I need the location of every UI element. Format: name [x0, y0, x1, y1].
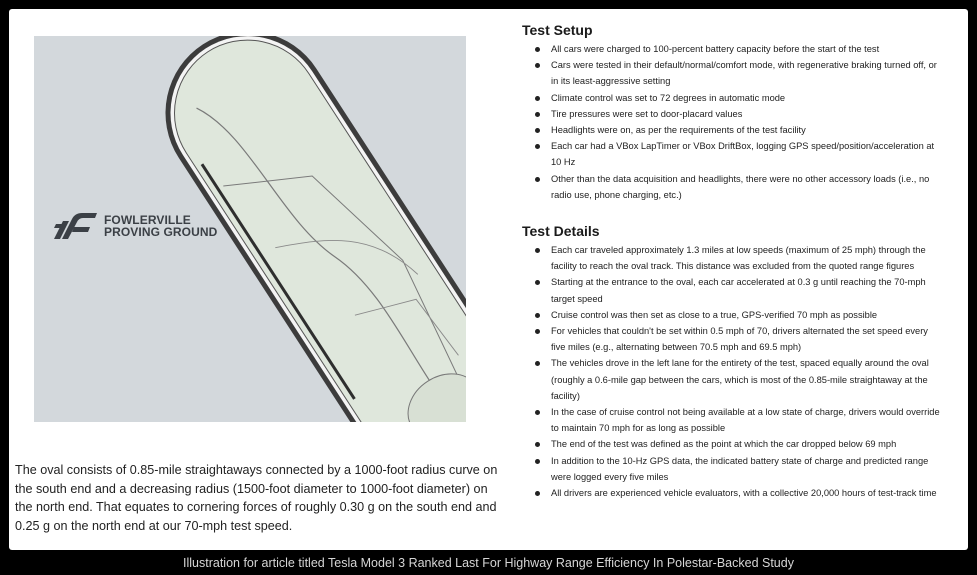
test-setup-heading: Test Setup	[522, 22, 593, 38]
list-item	[522, 485, 942, 501]
list-item-text: Headlights were on, as per the requirements of the test facility	[551, 125, 806, 136]
list-item-text: Each car had a VBox LapTimer or VBox DriftBox, logging GPS speed/position/acceleration at 10 Hz	[551, 141, 935, 168]
bullet-icon	[535, 96, 540, 101]
list-item	[522, 323, 942, 355]
test-details-list	[522, 242, 942, 501]
list-item-text: Climate control was set to 72 degrees in automatic mode	[551, 92, 786, 103]
bullet-icon	[535, 128, 540, 133]
bullet-icon	[535, 361, 540, 366]
bullet-icon	[535, 112, 540, 117]
bullet-icon	[535, 248, 540, 253]
list-item	[522, 41, 942, 57]
bullet-icon	[535, 63, 540, 68]
list-item	[522, 138, 942, 170]
list-item	[522, 122, 942, 138]
bullet-icon	[535, 144, 540, 149]
list-item-text: Cars were tested in their default/normal/comfort mode, with regenerative braking turned off, or in its least-aggressive setting	[551, 60, 937, 87]
image-caption: Illustration for article titled Tesla Model 3 Ranked Last For Highway Range Efficiency In Polestar-Backed Study	[183, 556, 794, 570]
bullet-icon	[535, 329, 540, 334]
bullet-icon	[535, 177, 540, 182]
list-item-text: For vehicles that couldn't be set within 0.5 mph of 70, drivers alternated the set speed every five miles (e.g., alternating between 70.5 mph and 69.5 mph)	[551, 326, 928, 353]
list-item	[522, 355, 942, 404]
list-item	[522, 404, 942, 436]
list-item-text: Starting at the entrance to the oval, each car accelerated at 0.3 g until reaching the 70-mph target speed	[551, 277, 926, 304]
list-item-text: All cars were charged to 100-percent battery capacity before the start of the test	[551, 44, 880, 54]
logo-wordmark	[104, 214, 217, 238]
list-item-text: Cruise control was then set as close to a true, GPS-verified 70 mph as possible	[551, 309, 878, 320]
bullet-icon	[535, 491, 540, 496]
test-details-heading: Test Details	[522, 223, 600, 239]
bullet-icon	[535, 313, 540, 318]
bullet-icon	[535, 459, 540, 464]
list-item	[522, 57, 942, 89]
list-item-text: Tire pressures were set to door-placard values	[551, 108, 743, 119]
article-figure	[9, 9, 968, 550]
list-item-text: In addition to the 10-Hz GPS data, the indicated battery state of charge and predicted range were logged every five miles	[551, 455, 929, 482]
logo-line-2: PROVING GROUND	[104, 225, 218, 239]
list-item	[522, 242, 942, 274]
list-item-text: The vehicles drove in the left lane for the entirety of the test, spaced equally around the oval (roughly a 0.6-mile gap between the cars, which is most of the 0.85-mile straightaway at the facility)	[551, 358, 929, 401]
bullet-icon	[535, 410, 540, 415]
logo-line-1: FOWLERVILLE	[104, 213, 191, 227]
list-item	[522, 90, 942, 106]
fowlerville-logo	[52, 211, 217, 241]
track-description: The oval consists of 0.85-mile straightaways connected by a 1000-foot radius curve on the south end and a decreasing radius (1500-foot diameter to 1000-foot diameter) on the north end. That equates to cornering forces of roughly 0.30 g on the south end and 0.25 g on the north end at our 70-mph test speed.	[15, 463, 498, 533]
list-item-text: The end of the test was defined as the point at which the car dropped below 69 mph	[551, 439, 897, 450]
list-item-text: Each car traveled approximately 1.3 miles at low speeds (maximum of 25 mph) through the facility to reach the oval track. This distance was excluded from the quoted range figures	[551, 245, 926, 272]
list-item	[522, 453, 942, 485]
list-item	[522, 106, 942, 122]
test-setup-list	[522, 41, 942, 203]
bullet-icon	[535, 442, 540, 447]
list-item	[522, 171, 942, 203]
list-item	[522, 436, 942, 452]
fowlerville-logo-icon	[52, 211, 98, 241]
list-item	[522, 274, 942, 306]
bullet-icon	[535, 280, 540, 285]
list-item-text: Other than the data acquisition and headlights, there were no other accessory loads (i.e., no radio use, phone charging, etc.)	[551, 173, 930, 200]
bullet-icon	[535, 47, 540, 52]
list-item-text: All drivers are experienced vehicle evaluators, with a collective 20,000 hours of test-track time	[551, 488, 937, 499]
list-item-text: In the case of cruise control not being available at a low state of charge, drivers would override to maintain 70 mph for as long as possible	[551, 407, 940, 434]
list-item	[522, 307, 942, 323]
